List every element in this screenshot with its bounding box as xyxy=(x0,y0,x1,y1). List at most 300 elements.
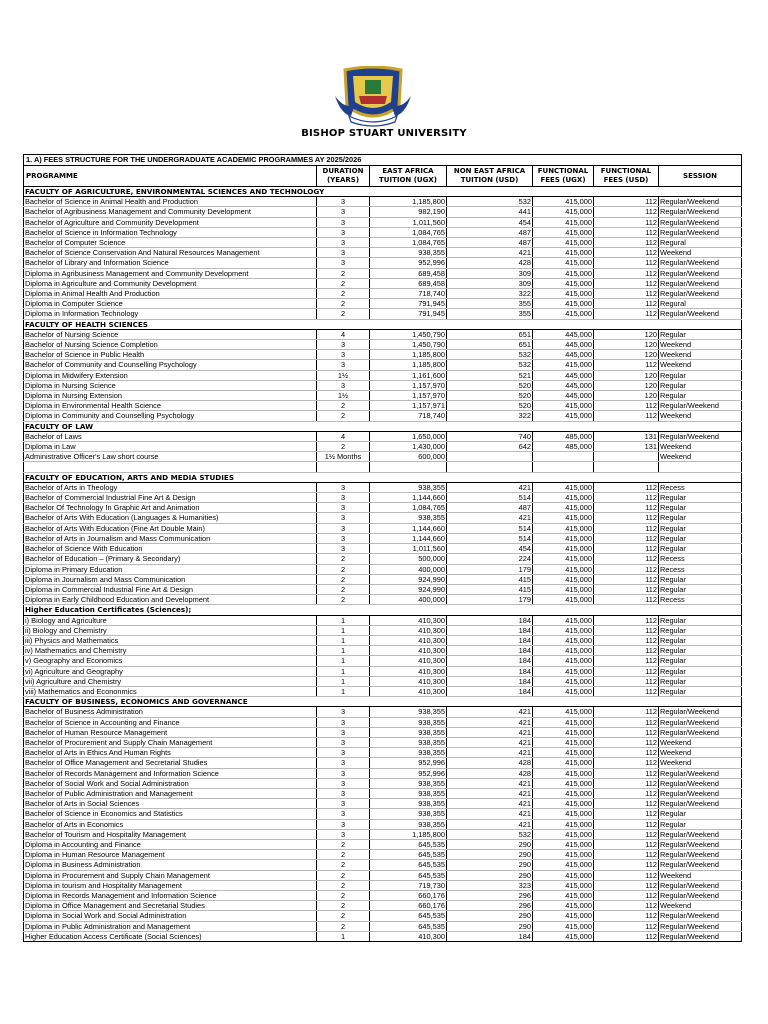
cell-duration: 3 xyxy=(317,748,370,758)
cell-duration: 3 xyxy=(317,360,370,370)
cell-nea-tuition: 184 xyxy=(447,931,533,941)
table-row xyxy=(24,523,742,533)
cell-programme: Diploma in tourism and Hospitality Management xyxy=(24,880,317,890)
cell-functional-ugx: 415,000 xyxy=(533,931,594,941)
cell-session: Regular xyxy=(659,656,742,666)
header-session: SESSION xyxy=(659,166,742,187)
cell-functional-ugx: 415,000 xyxy=(533,880,594,890)
cell-ea-tuition: 1,084,765 xyxy=(370,227,447,237)
cell-session: Regular/Weekend xyxy=(659,799,742,809)
cell-nea-tuition: 454 xyxy=(447,544,533,554)
cell-nea-tuition: 421 xyxy=(447,809,533,819)
table-row xyxy=(24,656,742,666)
header-programme: PROGRAMME xyxy=(24,166,317,187)
cell-functional-usd: 112 xyxy=(594,482,659,492)
cell-programme: Bachelor of Arts in Theology xyxy=(24,482,317,492)
cell-functional-ugx: 445,000 xyxy=(533,370,594,380)
section-title: FACULTY OF LAW xyxy=(24,421,742,431)
cell-session: Regular/Weekend xyxy=(659,829,742,839)
cell-session: Regular/Weekend xyxy=(659,839,742,849)
cell-functional-ugx: 415,000 xyxy=(533,676,594,686)
cell-ea-tuition: 938,355 xyxy=(370,513,447,523)
cell-programme: Diploma in Office Management and Secretarial Studies xyxy=(24,901,317,911)
cell-functional-ugx: 415,000 xyxy=(533,727,594,737)
cell-functional-usd: 120 xyxy=(594,340,659,350)
cell-programme: Bachelor of Public Administration and Management xyxy=(24,788,317,798)
cell-functional-usd: 112 xyxy=(594,360,659,370)
cell-ea-tuition: 1,185,800 xyxy=(370,350,447,360)
cell-nea-tuition: 184 xyxy=(447,625,533,635)
cell-programme: Diploma in Agriculture and Community Development xyxy=(24,278,317,288)
table-row xyxy=(24,686,742,696)
cell-ea-tuition: 952,996 xyxy=(370,768,447,778)
cell-duration: 2 xyxy=(317,850,370,860)
cell-functional-ugx: 445,000 xyxy=(533,380,594,390)
cell-ea-tuition: 689,458 xyxy=(370,268,447,278)
cell-functional-ugx: 415,000 xyxy=(533,248,594,258)
cell-duration: 2 xyxy=(317,891,370,901)
table-row xyxy=(24,748,742,758)
cell-programme: Diploma in Nursing Science xyxy=(24,380,317,390)
cell-functional-usd: 120 xyxy=(594,370,659,380)
cell-functional-usd: 131 xyxy=(594,431,659,441)
cell-nea-tuition: 651 xyxy=(447,329,533,339)
cell-functional-usd: 112 xyxy=(594,850,659,860)
cell-functional-ugx: 415,000 xyxy=(533,625,594,635)
cell-functional-usd: 112 xyxy=(594,544,659,554)
cell-ea-tuition: 1,011,560 xyxy=(370,217,447,227)
cell-session: Weekend xyxy=(659,870,742,880)
cell-programme: Diploma in Commercial Industrial Fine Art & Design xyxy=(24,584,317,594)
cell-programme: iv) Mathematics and Chemistry xyxy=(24,646,317,656)
cell-session: Regular xyxy=(659,666,742,676)
cell-programme: viii) Mathematics and Econonmics xyxy=(24,686,317,696)
cell-ea-tuition: 718,740 xyxy=(370,411,447,421)
cell-programme: Bachelor of Arts in Journalism and Mass Communication xyxy=(24,533,317,543)
cell-session: Recess xyxy=(659,554,742,564)
cell-duration: 3 xyxy=(317,340,370,350)
cell-duration: 4 xyxy=(317,329,370,339)
cell-nea-tuition: 532 xyxy=(447,197,533,207)
cell-session: Regular xyxy=(659,380,742,390)
cell-functional-ugx: 415,000 xyxy=(533,911,594,921)
cell-ea-tuition: 660,176 xyxy=(370,901,447,911)
table-row xyxy=(24,360,742,370)
table-row xyxy=(24,839,742,849)
cell-programme: iii) Physics and Mathematics xyxy=(24,635,317,645)
table-row xyxy=(24,707,742,717)
cell-nea-tuition: 355 xyxy=(447,309,533,319)
cell-nea-tuition: 651 xyxy=(447,340,533,350)
cell-session: Weekend xyxy=(659,340,742,350)
cell-programme: Bachelor of Arts in Social Sciences xyxy=(24,799,317,809)
cell-ea-tuition: 645,535 xyxy=(370,839,447,849)
cell-session: Regular/Weekend xyxy=(659,911,742,921)
cell-ea-tuition: 791,945 xyxy=(370,309,447,319)
cell-duration: 3 xyxy=(317,819,370,829)
cell-functional-ugx: 415,000 xyxy=(533,870,594,880)
cell-nea-tuition: 421 xyxy=(447,248,533,258)
table-row xyxy=(24,676,742,686)
table-row xyxy=(24,533,742,543)
cell-programme: Administrative Officer's Law short course xyxy=(24,452,317,462)
cell-programme: vi) Agriculture and Geography xyxy=(24,666,317,676)
cell-functional-ugx: 415,000 xyxy=(533,258,594,268)
cell-functional-ugx: 415,000 xyxy=(533,533,594,543)
cell-functional-ugx: 415,000 xyxy=(533,493,594,503)
table-row xyxy=(24,452,742,462)
cell-nea-tuition: 487 xyxy=(447,503,533,513)
cell-programme: Bachelor of Commercial Industrial Fine Art & Design xyxy=(24,493,317,503)
cell-functional-usd: 112 xyxy=(594,615,659,625)
table-row xyxy=(24,574,742,584)
table-row xyxy=(24,931,742,941)
cell-programme: Bachelor of Tourism and Hospitality Management xyxy=(24,829,317,839)
cell-programme: Diploma in Primary Education xyxy=(24,564,317,574)
cell-functional-usd: 112 xyxy=(594,207,659,217)
cell-programme: Diploma in Business Administration xyxy=(24,860,317,870)
section-title: FACULTY OF HEALTH SCIENCES xyxy=(24,319,742,329)
cell-duration: 3 xyxy=(317,513,370,523)
cell-functional-ugx: 445,000 xyxy=(533,350,594,360)
cell-session: Regular/Weekend xyxy=(659,197,742,207)
cell-programme: Bachelor of Computer Science xyxy=(24,238,317,248)
cell-duration xyxy=(317,462,370,472)
cell-functional-ugx: 415,000 xyxy=(533,829,594,839)
cell-functional-ugx: 415,000 xyxy=(533,717,594,727)
cell-ea-tuition: 1,157,970 xyxy=(370,391,447,401)
cell-functional-usd: 112 xyxy=(594,503,659,513)
cell-functional-ugx: 415,000 xyxy=(533,207,594,217)
cell-functional-ugx: 415,000 xyxy=(533,891,594,901)
cell-programme: Bachelor of Social Work and Social Administration xyxy=(24,778,317,788)
cell-functional-ugx: 415,000 xyxy=(533,819,594,829)
cell-nea-tuition xyxy=(447,462,533,472)
table-row xyxy=(24,554,742,564)
cell-nea-tuition: 487 xyxy=(447,227,533,237)
cell-nea-tuition: 323 xyxy=(447,880,533,890)
table-row xyxy=(24,462,742,472)
cell-duration: 1 xyxy=(317,646,370,656)
cell-functional-usd: 112 xyxy=(594,554,659,564)
cell-programme: Diploma in Social Work and Social Administration xyxy=(24,911,317,921)
table-row xyxy=(24,207,742,217)
cell-nea-tuition: 184 xyxy=(447,676,533,686)
cell-programme: Bachelor of Office Management and Secretarial Studies xyxy=(24,758,317,768)
table-row xyxy=(24,503,742,513)
cell-session: Regular xyxy=(659,523,742,533)
cell-programme: Bachelor of Science in Animal Health and Production xyxy=(24,197,317,207)
table-row xyxy=(24,411,742,421)
cell-ea-tuition: 645,535 xyxy=(370,850,447,860)
cell-functional-ugx: 415,000 xyxy=(533,309,594,319)
cell-nea-tuition: 428 xyxy=(447,758,533,768)
table-row xyxy=(24,768,742,778)
cell-session: Weekend xyxy=(659,350,742,360)
cell-session: Regular xyxy=(659,809,742,819)
cell-duration: 3 xyxy=(317,380,370,390)
cell-session: Regular/Weekend xyxy=(659,860,742,870)
section-header-row xyxy=(24,187,742,197)
cell-session: Regular xyxy=(659,635,742,645)
cell-duration: 1½ xyxy=(317,370,370,380)
cell-duration: 1 xyxy=(317,931,370,941)
cell-programme: Diploma in Animal Health And Production xyxy=(24,289,317,299)
cell-session: Regular xyxy=(659,533,742,543)
cell-duration: 2 xyxy=(317,299,370,309)
cell-ea-tuition: 938,355 xyxy=(370,737,447,747)
cell-ea-tuition: 410,300 xyxy=(370,635,447,645)
table-row xyxy=(24,197,742,207)
section-header-row xyxy=(24,319,742,329)
cell-ea-tuition: 1,450,790 xyxy=(370,329,447,339)
cell-functional-usd: 112 xyxy=(594,880,659,890)
cell-duration: 1 xyxy=(317,686,370,696)
cell-ea-tuition: 645,535 xyxy=(370,921,447,931)
cell-ea-tuition: 938,355 xyxy=(370,809,447,819)
cell-nea-tuition: 322 xyxy=(447,289,533,299)
cell-functional-usd: 112 xyxy=(594,768,659,778)
cell-functional-ugx: 445,000 xyxy=(533,340,594,350)
table-row xyxy=(24,870,742,880)
cell-duration: 3 xyxy=(317,248,370,258)
cell-ea-tuition: 938,355 xyxy=(370,819,447,829)
cell-nea-tuition: 184 xyxy=(447,646,533,656)
cell-functional-usd: 112 xyxy=(594,289,659,299)
cell-functional-usd: 112 xyxy=(594,523,659,533)
cell-functional-usd: 112 xyxy=(594,860,659,870)
cell-functional-ugx: 415,000 xyxy=(533,646,594,656)
cell-ea-tuition: 1,084,765 xyxy=(370,503,447,513)
cell-functional-usd: 112 xyxy=(594,258,659,268)
cell-ea-tuition: 410,300 xyxy=(370,931,447,941)
cell-ea-tuition: 1,450,790 xyxy=(370,340,447,350)
cell-duration: 2 xyxy=(317,554,370,564)
cell-nea-tuition: 224 xyxy=(447,554,533,564)
cell-ea-tuition: 1,161,600 xyxy=(370,370,447,380)
cell-functional-usd: 112 xyxy=(594,574,659,584)
table-row xyxy=(24,380,742,390)
cell-ea-tuition: 1,185,800 xyxy=(370,360,447,370)
cell-nea-tuition: 421 xyxy=(447,799,533,809)
cell-programme: Bachelor Of Technology In Graphic Art and Animation xyxy=(24,503,317,513)
table-row xyxy=(24,278,742,288)
cell-programme: Bachelor of Science in Economics and Statistics xyxy=(24,809,317,819)
cell-functional-ugx: 415,000 xyxy=(533,656,594,666)
cell-duration: 1 xyxy=(317,615,370,625)
table-row xyxy=(24,717,742,727)
cell-nea-tuition: 290 xyxy=(447,850,533,860)
cell-ea-tuition: 400,000 xyxy=(370,564,447,574)
cell-functional-ugx: 415,000 xyxy=(533,788,594,798)
cell-duration: 2 xyxy=(317,901,370,911)
cell-ea-tuition: 660,176 xyxy=(370,891,447,901)
cell-functional-ugx: 415,000 xyxy=(533,635,594,645)
cell-programme: Diploma in Early Childhood Education and Development xyxy=(24,595,317,605)
cell-functional-usd: 112 xyxy=(594,931,659,941)
cell-nea-tuition: 184 xyxy=(447,635,533,645)
cell-functional-ugx: 415,000 xyxy=(533,238,594,248)
cell-nea-tuition: 520 xyxy=(447,391,533,401)
table-row xyxy=(24,737,742,747)
cell-functional-usd: 112 xyxy=(594,625,659,635)
cell-nea-tuition: 421 xyxy=(447,727,533,737)
cell-session: Weekend xyxy=(659,452,742,462)
cell-functional-ugx: 415,000 xyxy=(533,860,594,870)
cell-programme: Diploma in Human Resource Management xyxy=(24,850,317,860)
table-row xyxy=(24,809,742,819)
cell-ea-tuition: 1,185,800 xyxy=(370,829,447,839)
table-row xyxy=(24,850,742,860)
cell-functional-usd: 112 xyxy=(594,839,659,849)
cell-nea-tuition: 184 xyxy=(447,656,533,666)
table-row xyxy=(24,370,742,380)
cell-nea-tuition: 421 xyxy=(447,778,533,788)
header-functional-usd: FUNCTIONAL FEES (USD) xyxy=(594,166,659,187)
cell-session: Regular xyxy=(659,686,742,696)
cell-session: Weekend xyxy=(659,737,742,747)
cell-functional-ugx: 415,000 xyxy=(533,799,594,809)
table-row xyxy=(24,340,742,350)
cell-duration: 3 xyxy=(317,809,370,819)
cell-duration: 2 xyxy=(317,860,370,870)
cell-functional-usd: 120 xyxy=(594,329,659,339)
cell-functional-usd: 112 xyxy=(594,217,659,227)
cell-ea-tuition: 1,650,000 xyxy=(370,431,447,441)
cell-functional-ugx: 415,000 xyxy=(533,197,594,207)
table-row xyxy=(24,860,742,870)
cell-functional-usd: 112 xyxy=(594,778,659,788)
cell-functional-usd: 120 xyxy=(594,380,659,390)
cell-ea-tuition xyxy=(370,462,447,472)
cell-duration: 3 xyxy=(317,217,370,227)
cell-session: Regular/Weekend xyxy=(659,788,742,798)
cell-functional-ugx xyxy=(533,462,594,472)
cell-nea-tuition: 184 xyxy=(447,666,533,676)
cell-ea-tuition: 938,355 xyxy=(370,748,447,758)
cell-functional-usd: 112 xyxy=(594,513,659,523)
table-row xyxy=(24,431,742,441)
table-row xyxy=(24,829,742,839)
cell-functional-usd: 112 xyxy=(594,758,659,768)
cell-ea-tuition: 1,011,560 xyxy=(370,544,447,554)
cell-functional-usd: 112 xyxy=(594,299,659,309)
table-row xyxy=(24,778,742,788)
cell-duration: 3 xyxy=(317,707,370,717)
cell-functional-ugx: 415,000 xyxy=(533,809,594,819)
header-nea-tuition: NON EAST AFRICA TUITION (USD) xyxy=(447,166,533,187)
table-row xyxy=(24,615,742,625)
cell-functional-ugx: 415,000 xyxy=(533,482,594,492)
cell-functional-usd: 112 xyxy=(594,676,659,686)
cell-duration: 2 xyxy=(317,574,370,584)
cell-functional-ugx: 415,000 xyxy=(533,411,594,421)
cell-duration: 3 xyxy=(317,197,370,207)
cell-functional-ugx: 415,000 xyxy=(533,737,594,747)
cell-ea-tuition: 1,144,660 xyxy=(370,533,447,543)
cell-session: Regular xyxy=(659,646,742,656)
cell-programme: i) Biology and Agriculture xyxy=(24,615,317,625)
cell-functional-usd: 112 xyxy=(594,891,659,901)
cell-functional-usd: 112 xyxy=(594,238,659,248)
cell-functional-usd: 112 xyxy=(594,901,659,911)
cell-programme: Diploma in Journalism and Mass Communication xyxy=(24,574,317,584)
cell-nea-tuition: 421 xyxy=(447,788,533,798)
table-row xyxy=(24,513,742,523)
cell-ea-tuition: 1,144,660 xyxy=(370,523,447,533)
cell-session: Regular/Weekend xyxy=(659,278,742,288)
table-row xyxy=(24,799,742,809)
table-row xyxy=(24,564,742,574)
cell-programme: Diploma in Nursing Extension xyxy=(24,391,317,401)
table-row xyxy=(24,391,742,401)
cell-duration: 1 xyxy=(317,635,370,645)
cell-programme: v) Geography and Economics xyxy=(24,656,317,666)
cell-functional-usd: 112 xyxy=(594,411,659,421)
table-row xyxy=(24,880,742,890)
cell-nea-tuition: 296 xyxy=(447,891,533,901)
cell-ea-tuition: 924,990 xyxy=(370,574,447,584)
cell-nea-tuition: 520 xyxy=(447,380,533,390)
cell-ea-tuition: 938,355 xyxy=(370,707,447,717)
header-functional-ugx: FUNCTIONAL FEES (UGX) xyxy=(533,166,594,187)
university-name: BISHOP STUART UNIVERSITY xyxy=(301,128,467,139)
table-row xyxy=(24,727,742,737)
cell-session: Regular/Weekend xyxy=(659,717,742,727)
cell-ea-tuition: 645,535 xyxy=(370,911,447,921)
cell-session: Regular xyxy=(659,391,742,401)
cell-programme: Bachelor of Science in Public Health xyxy=(24,350,317,360)
cell-functional-usd: 112 xyxy=(594,748,659,758)
section-title: FACULTY OF BUSINESS, ECONOMICS AND GOVERNANCE xyxy=(24,697,742,707)
cell-functional-usd: 112 xyxy=(594,309,659,319)
cell-ea-tuition: 982,190 xyxy=(370,207,447,217)
cell-ea-tuition: 1,185,800 xyxy=(370,197,447,207)
cell-session: Regular/Weekend xyxy=(659,207,742,217)
university-crest-logo xyxy=(335,66,411,128)
cell-nea-tuition: 322 xyxy=(447,411,533,421)
cell-duration: 3 xyxy=(317,758,370,768)
cell-duration: 4 xyxy=(317,431,370,441)
cell-programme xyxy=(24,462,317,472)
cell-nea-tuition: 309 xyxy=(447,268,533,278)
cell-functional-usd: 112 xyxy=(594,870,659,880)
cell-functional-usd: 112 xyxy=(594,809,659,819)
cell-programme: ii) Biology and Chemistry xyxy=(24,625,317,635)
section-title: Higher Education Certificates (Sciences); xyxy=(24,605,742,615)
cell-session: Regular xyxy=(659,676,742,686)
cell-functional-usd: 112 xyxy=(594,727,659,737)
cell-nea-tuition: 355 xyxy=(447,299,533,309)
cell-nea-tuition: 421 xyxy=(447,748,533,758)
table-row xyxy=(24,258,742,268)
cell-programme: Diploma in Records Management and Information Science xyxy=(24,891,317,901)
cell-functional-usd: 112 xyxy=(594,635,659,645)
cell-session: Recess xyxy=(659,595,742,605)
cell-session: Recess xyxy=(659,564,742,574)
cell-ea-tuition: 924,990 xyxy=(370,584,447,594)
cell-functional-usd: 112 xyxy=(594,268,659,278)
cell-nea-tuition: 514 xyxy=(447,523,533,533)
cell-functional-usd: 112 xyxy=(594,646,659,656)
cell-duration: 3 xyxy=(317,737,370,747)
table-row xyxy=(24,819,742,829)
cell-functional-ugx: 415,000 xyxy=(533,217,594,227)
cell-functional-ugx: 485,000 xyxy=(533,431,594,441)
table-row xyxy=(24,329,742,339)
cell-ea-tuition: 410,300 xyxy=(370,686,447,696)
table-row xyxy=(24,646,742,656)
